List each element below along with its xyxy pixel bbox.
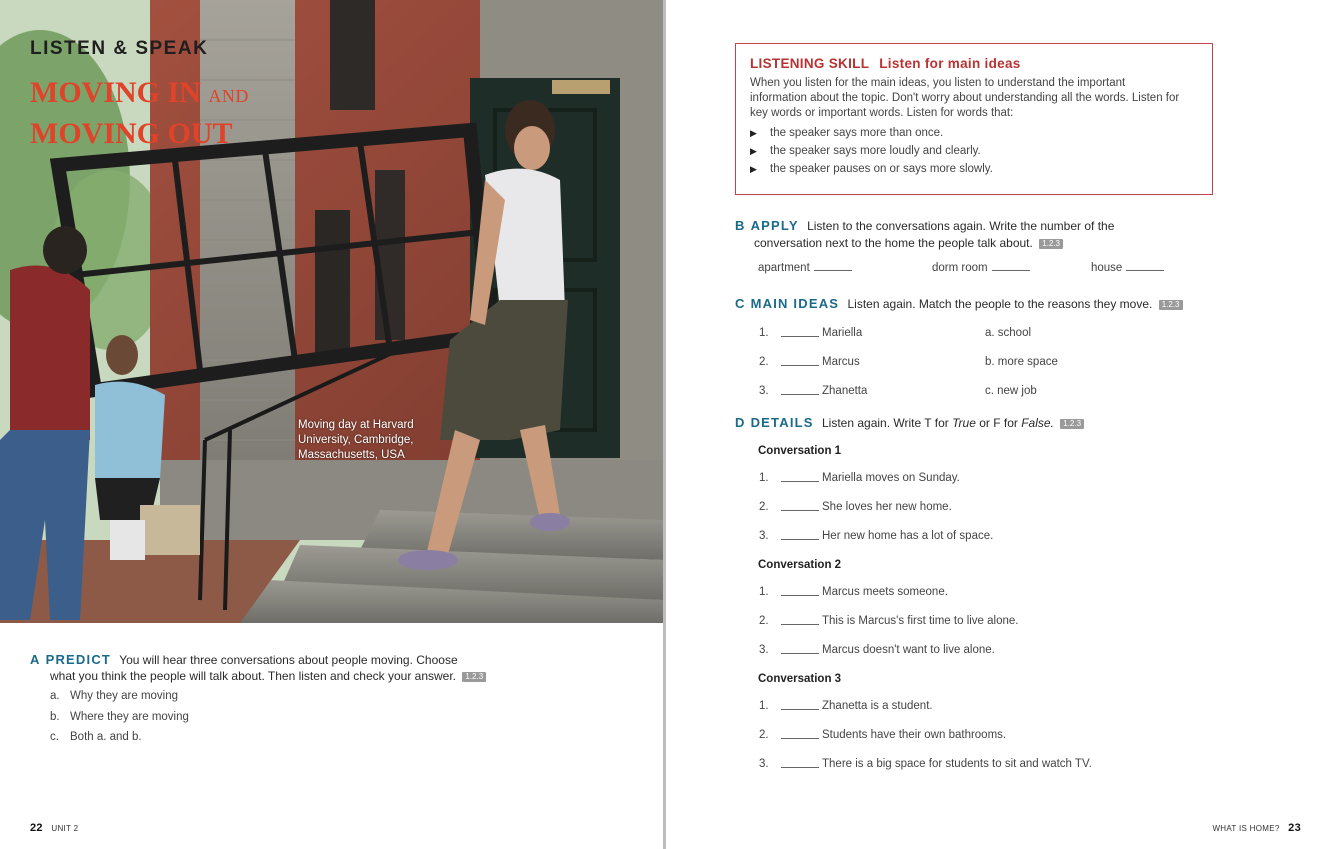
footer-text: WHAT IS HOME? <box>1212 824 1280 833</box>
home-option-house[interactable] <box>1091 262 1164 274</box>
page-title <box>30 74 249 153</box>
answer-blank[interactable] <box>781 365 819 366</box>
exercise-a-heading-line2 <box>50 668 486 684</box>
row-number: 1. <box>759 700 769 712</box>
option-text: Why they are moving <box>70 690 179 702</box>
exercise-d-heading <box>735 415 1084 431</box>
row-number: 3. <box>759 758 769 770</box>
statement: This is Marcus's first time to live alone. <box>822 615 1019 627</box>
home-label: dorm room <box>932 262 988 274</box>
row-number: 1. <box>759 327 769 339</box>
answer-blank[interactable] <box>781 595 819 596</box>
statement: Her new home has a lot of space. <box>822 530 994 542</box>
conversation-title: Conversation 1 <box>758 445 842 457</box>
exercise-d-keyword: DETAILS <box>750 415 814 430</box>
answer-blank[interactable] <box>781 738 819 739</box>
home-label: apartment <box>758 262 810 274</box>
bullet-triangle-icon: ▶ <box>750 146 757 156</box>
right-footer <box>1212 822 1301 834</box>
exercise-a-heading <box>30 652 458 668</box>
exercise-b-letter: B <box>735 218 746 233</box>
bullet-text: the speaker says more loudly and clearly. <box>770 145 981 157</box>
answer-blank[interactable] <box>992 270 1030 271</box>
exercise-d-letter: D <box>735 415 746 430</box>
skill-bullet <box>750 163 1198 175</box>
row-number: 1. <box>759 472 769 484</box>
statement: Marcus doesn't want to live alone. <box>822 644 995 656</box>
answer-blank[interactable] <box>781 481 819 482</box>
title-line1-big: MOVING IN <box>30 76 201 109</box>
instruction-false: False. <box>1021 416 1054 430</box>
exercise-b-instruction-2: conversation next to the home the people talk about. <box>754 236 1033 250</box>
exercise-a-option[interactable] <box>50 690 178 702</box>
reason-option: a. school <box>985 327 1032 339</box>
exercise-a-letter: A <box>30 652 41 667</box>
row-number: 2. <box>759 729 769 741</box>
row-number: 1. <box>759 586 769 598</box>
conversation-title: Conversation 3 <box>758 673 842 685</box>
exercise-a-keyword: PREDICT <box>45 652 112 667</box>
skill-title-main: LISTENING SKILL <box>750 56 870 71</box>
skill-bullet <box>750 145 1198 157</box>
person-name: Marcus <box>822 356 860 368</box>
row-number: 3. <box>759 385 769 397</box>
exercise-a-option[interactable] <box>50 731 142 743</box>
home-label: house <box>1091 262 1123 274</box>
option-label: a. <box>50 690 60 702</box>
exercise-b-keyword: APPLY <box>750 218 799 233</box>
statement: Students have their own bathrooms. <box>822 729 1007 741</box>
instruction-text: or F for <box>975 416 1022 430</box>
row-number: 3. <box>759 644 769 656</box>
audio-track-icon[interactable]: 1.2.3 <box>1060 419 1084 429</box>
person-name: Zhanetta <box>822 385 868 397</box>
person-name: Mariella <box>822 327 863 339</box>
answer-blank[interactable] <box>781 394 819 395</box>
answer-blank[interactable] <box>781 336 819 337</box>
title-line2: MOVING OUT <box>30 117 233 150</box>
bullet-text: the speaker says more than once. <box>770 127 944 139</box>
exercise-b-instruction-1: Listen to the conversations again. Write the number of the <box>807 219 1115 233</box>
left-page <box>0 0 664 849</box>
statement: Marcus meets someone. <box>822 586 948 598</box>
option-label: b. <box>50 711 60 723</box>
answer-blank[interactable] <box>781 624 819 625</box>
left-footer <box>30 822 78 834</box>
reason-option: b. more space <box>985 356 1058 368</box>
listening-skill-box <box>735 43 1213 195</box>
audio-track-icon[interactable]: 1.2.3 <box>462 672 486 682</box>
answer-blank[interactable] <box>781 709 819 710</box>
answer-blank[interactable] <box>781 767 819 768</box>
exercise-b-heading <box>735 218 1114 234</box>
option-text: Both a. and b. <box>70 731 142 743</box>
exercise-a-option[interactable] <box>50 711 189 723</box>
footer-unit: UNIT 2 <box>51 824 79 833</box>
option-text: Where they are moving <box>70 711 189 723</box>
statement: She loves her new home. <box>822 501 952 513</box>
bullet-triangle-icon: ▶ <box>750 128 757 138</box>
exercise-a-instruction-2: what you think the people will talk about. Then listen and check your answer. <box>50 669 457 683</box>
audio-track-icon[interactable]: 1.2.3 <box>1039 239 1063 249</box>
answer-blank[interactable] <box>1126 270 1164 271</box>
audio-track-icon[interactable]: 1.2.3 <box>1159 300 1183 310</box>
instruction-true: True <box>952 416 976 430</box>
section-label: LISTEN & SPEAK <box>30 38 209 59</box>
reason-option: c. new job <box>985 385 1037 397</box>
right-page <box>666 0 1331 849</box>
statement: Zhanetta is a student. <box>822 700 933 712</box>
photo-caption: Moving day at Harvard University, Cambridge, Massachusetts, USA <box>298 419 414 461</box>
skill-bullet <box>750 127 1198 139</box>
exercise-b-heading-line2 <box>754 235 1063 251</box>
exercise-c-keyword: MAIN IDEAS <box>750 296 840 311</box>
row-number: 2. <box>759 501 769 513</box>
exercise-c-heading <box>735 296 1183 312</box>
exercise-c-letter: C <box>735 296 746 311</box>
statement: Mariella moves on Sunday. <box>822 472 960 484</box>
statement: There is a big space for students to sit and watch TV. <box>822 758 1092 770</box>
right-page-number: 23 <box>1288 822 1301 834</box>
skill-title <box>750 56 1198 71</box>
answer-blank[interactable] <box>781 510 819 511</box>
title-line1-small: AND <box>208 86 249 106</box>
bullet-triangle-icon: ▶ <box>750 164 757 174</box>
row-number: 2. <box>759 615 769 627</box>
instruction-text: Listen again. Write T for <box>822 416 953 430</box>
bullet-text: the speaker pauses on or says more slowly. <box>770 163 993 175</box>
exercise-c-instruction: Listen again. Match the people to the reasons they move. <box>847 297 1153 311</box>
home-option-dorm[interactable] <box>932 262 1030 274</box>
answer-blank[interactable] <box>781 653 819 654</box>
moving-day-photo <box>0 0 664 623</box>
home-option-apartment[interactable] <box>758 262 852 274</box>
left-page-number: 22 <box>30 822 43 834</box>
row-number: 3. <box>759 530 769 542</box>
conversation-title: Conversation 2 <box>758 559 842 571</box>
answer-blank[interactable] <box>781 539 819 540</box>
option-label: c. <box>50 731 59 743</box>
exercise-a-instruction-1: You will hear three conversations about people moving. Choose <box>119 653 458 667</box>
row-number: 2. <box>759 356 769 368</box>
skill-title-sub: Listen for main ideas <box>879 56 1021 71</box>
answer-blank[interactable] <box>814 270 852 271</box>
skill-body: When you listen for the main ideas, you listen to understand the important information about the topic. Don't worry about understanding all the words. Listen for key words or important words. Listen for words that: <box>750 77 1180 119</box>
